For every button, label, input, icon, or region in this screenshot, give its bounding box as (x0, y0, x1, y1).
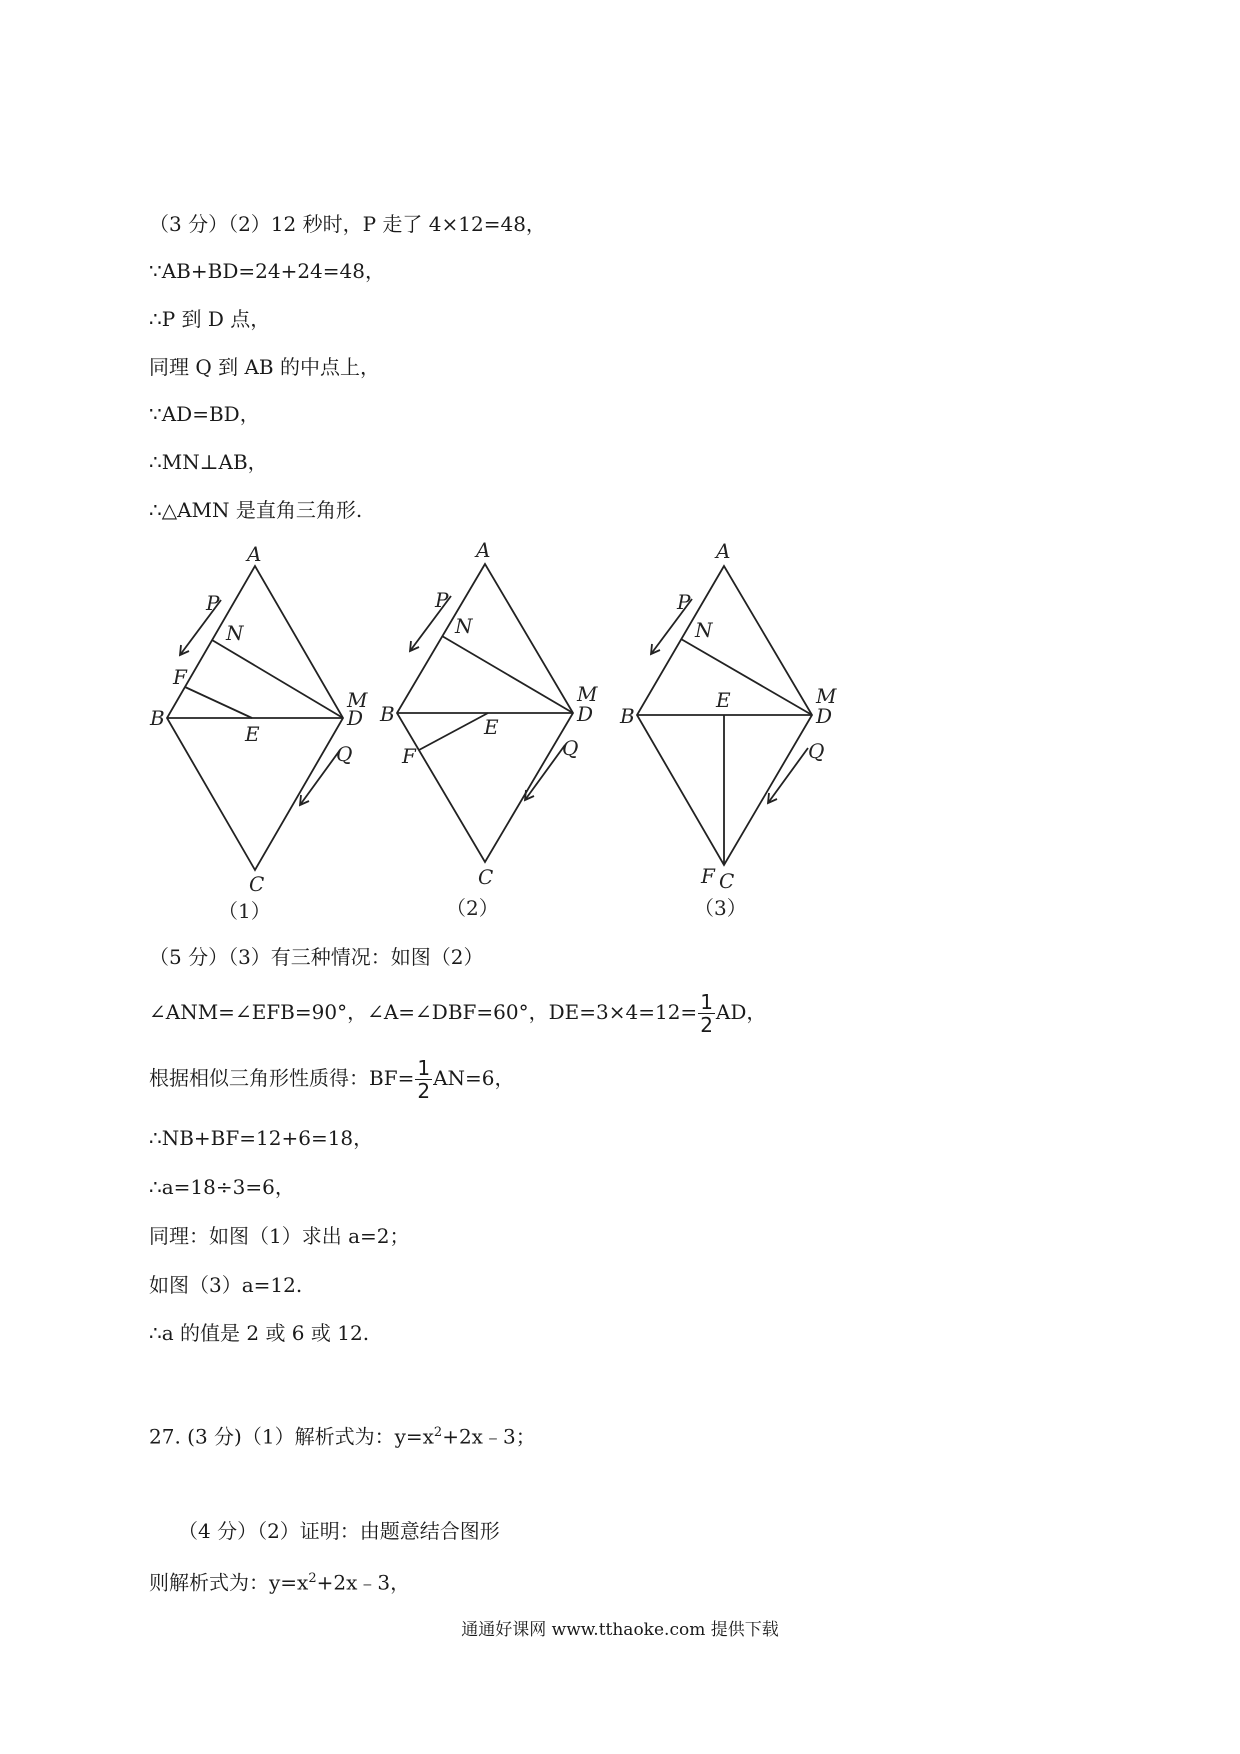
text-segment: 27. (3 分)（1）解析式为：y=x (149, 1424, 434, 1449)
text-line: ∴a 的值是 2 或 6 或 12. (149, 1321, 370, 1345)
label-E: E (245, 722, 260, 746)
label-M: M (577, 682, 598, 706)
text-line: ∴△AMN 是直角三角形. (149, 498, 363, 522)
label-P: P (435, 588, 449, 612)
fraction-numerator: 1 (417, 1056, 431, 1080)
label-A: A (716, 539, 731, 563)
label-D: D (816, 704, 833, 728)
label-B: B (620, 704, 635, 728)
text-segment: AN=6， (433, 1066, 515, 1090)
text-line: ∴P 到 D 点， (149, 307, 271, 331)
label-E: E (716, 688, 731, 712)
text-line: ∴NB+BF=12+6=18， (149, 1126, 374, 1150)
text-line: ∵AD=BD， (149, 402, 260, 426)
label-A: A (476, 538, 491, 562)
label-D: D (347, 706, 364, 730)
rhombus-figures (140, 535, 860, 929)
label-N: N (695, 618, 713, 642)
label-B: B (380, 702, 395, 726)
label-Q: Q (336, 742, 353, 766)
label-F: F (402, 744, 416, 768)
label-B: B (150, 706, 165, 730)
label-D: D (577, 702, 594, 726)
figure-caption: （2） (446, 896, 499, 920)
fraction-numerator: 1 (700, 990, 713, 1014)
label-A: A (247, 542, 262, 566)
text-line-with-fraction (149, 986, 766, 1038)
text-line (149, 1420, 536, 1450)
text-line: ∵AB+BD=24+24=48， (149, 259, 385, 283)
label-N: N (455, 614, 473, 638)
label-M: M (816, 684, 837, 708)
figure-1 (149, 542, 368, 923)
exponent: 2 (433, 1425, 443, 1440)
text-segment: +2x﹣3； (442, 1424, 536, 1449)
label-M: M (347, 688, 368, 712)
text-line-with-fraction (149, 1052, 515, 1104)
label-Q: Q (562, 736, 579, 760)
label-C: C (719, 869, 735, 893)
label-F: F (173, 665, 187, 689)
label-P: P (677, 590, 691, 614)
fraction-denominator: 2 (417, 1079, 431, 1103)
page-footer: 通通好课网 www.tthaoke.com 提供下载 (461, 1620, 779, 1640)
label-F: F (701, 864, 715, 888)
text-line: （5 分）（3）有三种情况：如图（2） (149, 945, 484, 969)
figure-3 (619, 539, 837, 920)
label-P: P (206, 591, 220, 615)
text-segment: ∠ANM=∠EFB=90°，∠A=∠DBF=60°，DE=3×4=12= (149, 1000, 698, 1024)
fraction-denominator: 2 (700, 1013, 713, 1037)
label-N: N (226, 621, 244, 645)
fraction-one-half (415, 1057, 432, 1102)
text-line: 同理：如图（1）求出 a=2； (149, 1224, 410, 1248)
label-C: C (249, 872, 265, 896)
text-line: 如图（3）a=12. (149, 1273, 303, 1297)
fraction-one-half (698, 991, 715, 1036)
exponent: 2 (308, 1571, 317, 1586)
text-line: （4 分）（2）证明：由题意结合图形 (178, 1519, 500, 1543)
text-segment: 则解析式为：y=x (149, 1570, 309, 1595)
text-line: 同理 Q 到 AB 的中点上， (149, 355, 380, 379)
figure-2 (379, 538, 598, 920)
label-Q: Q (808, 739, 825, 763)
text-segment: 根据相似三角形性质得：BF= (149, 1066, 415, 1090)
text-segment: +2x﹣3， (316, 1570, 411, 1595)
text-line: ∴MN⊥AB， (149, 450, 268, 474)
figure-caption: （1） (218, 899, 271, 923)
label-C: C (478, 865, 494, 889)
text-segment: AD， (715, 1000, 767, 1024)
text-line: ∴a=18÷3=6， (149, 1175, 295, 1199)
label-E: E (484, 715, 499, 739)
text-line: （3 分）（2）12 秒时，P 走了 4×12=48， (149, 212, 546, 236)
figure-caption: （3） (694, 896, 747, 920)
text-line (149, 1566, 410, 1596)
